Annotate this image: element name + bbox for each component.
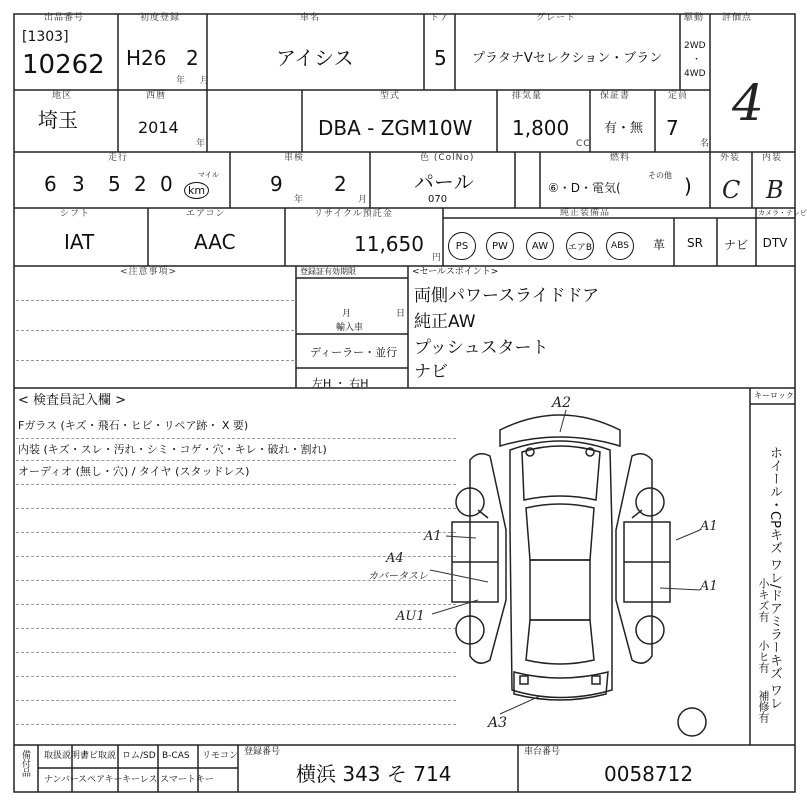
label-inspector: < 検査員記入欄 > bbox=[18, 393, 127, 408]
side-small-scratch: 小キズ有 bbox=[757, 578, 770, 622]
dealer: ディーラー・並行 bbox=[310, 346, 398, 359]
plate-number: 横浜 343 そ 714 bbox=[296, 762, 452, 786]
annot-a3: A3 bbox=[488, 715, 508, 731]
bottom-number: ナンバー bbox=[44, 775, 79, 785]
label-notes: <注意事項> bbox=[120, 267, 178, 277]
reg-month: 月 bbox=[342, 309, 352, 319]
inspector-line-glass: Fガラス (キズ・飛石・ヒビ・リペア跡・ X 要) bbox=[18, 419, 249, 432]
import-car: 輸入車 bbox=[336, 323, 364, 333]
lot-code: [1303] bbox=[22, 29, 69, 45]
annot-a1-left: A1 bbox=[424, 529, 442, 544]
doors: 5 bbox=[434, 46, 447, 70]
annot-au1: AU1 bbox=[396, 609, 425, 624]
label-grade: グレード bbox=[536, 13, 577, 23]
bottom-manual: 取扱説明書 bbox=[44, 751, 90, 761]
label-drive: 駆動 bbox=[684, 13, 705, 23]
mileage-digit-2: 3 bbox=[72, 172, 85, 196]
bottom-navi-manual: ナビ取説 bbox=[80, 751, 117, 761]
exterior-grade: C bbox=[722, 176, 741, 204]
inspection-month: 2 bbox=[334, 172, 347, 196]
label-mileage: 走行 bbox=[108, 153, 129, 163]
mileage-unit-alt: マイル bbox=[198, 171, 219, 179]
inspection-year: 9 bbox=[270, 172, 283, 196]
label-region: 地区 bbox=[52, 91, 73, 101]
label-warranty: 保証書 bbox=[600, 91, 631, 101]
label-equipment: 純正装備品 bbox=[560, 208, 611, 218]
bottom-rom-sd: ロム/SD bbox=[122, 751, 156, 761]
recycle-yen: 円 bbox=[432, 253, 443, 263]
inspection-month-unit: 月 bbox=[358, 195, 369, 205]
inspection-year-unit: 年 bbox=[294, 195, 305, 205]
sale-point-3: プッシュスタート bbox=[414, 338, 549, 358]
interior-grade: B bbox=[766, 176, 784, 204]
equip-ps: PS bbox=[448, 232, 476, 260]
equip-abs: ABS bbox=[606, 232, 634, 260]
bottom-remote: リモコン bbox=[202, 751, 239, 761]
label-equipment-side: 備付品 bbox=[20, 750, 30, 777]
label-frame: 車台番号 bbox=[524, 747, 561, 757]
bottom-bcas: B-CAS bbox=[162, 751, 190, 761]
label-score: 評価点 bbox=[722, 13, 753, 23]
label-year-ad: 西暦 bbox=[146, 91, 167, 101]
grade: プラタナVセレクション・ブラン bbox=[472, 51, 663, 66]
color-no: 070 bbox=[428, 194, 448, 205]
label-displacement: 排気量 bbox=[512, 91, 543, 101]
label-lot-no: 出品番号 bbox=[44, 13, 85, 23]
equip-sr: SR bbox=[687, 236, 703, 250]
mileage-unit: km bbox=[184, 182, 209, 199]
bottom-keyless: キーレス bbox=[122, 775, 158, 785]
side-repair: 補修有 bbox=[757, 690, 770, 723]
annot-a4: A4 bbox=[386, 551, 404, 566]
capacity: 7 bbox=[666, 116, 679, 140]
mileage-digit-4: 2 bbox=[134, 172, 147, 196]
bottom-spare-key: スペアキー bbox=[78, 775, 123, 785]
label-camera: カメラ・テレビ bbox=[758, 209, 807, 217]
equip-dtv: DTV bbox=[762, 236, 788, 250]
sale-point-1: 両側パワースライドドア bbox=[414, 286, 600, 306]
drive-2wd: 2WD bbox=[684, 41, 706, 51]
model: DBA - ZGM10W bbox=[318, 116, 473, 140]
fuel-other: その他 bbox=[648, 171, 672, 180]
equip-pw: PW bbox=[486, 232, 514, 260]
lot-number: 10262 bbox=[22, 50, 105, 80]
displacement-unit: CC bbox=[576, 139, 591, 149]
car-name: アイシス bbox=[276, 46, 354, 70]
label-interior: 内装 bbox=[762, 153, 783, 163]
equip-aw: AW bbox=[526, 232, 554, 260]
equip-navi: ナビ bbox=[723, 238, 748, 252]
side-damage-text: ホイール・CPキズ ワレ/ドアミラーキズ ワレ bbox=[767, 446, 782, 710]
color: パール bbox=[414, 170, 474, 194]
annot-a1-right-bottom: A1 bbox=[700, 579, 718, 594]
equip-airbag: エアB bbox=[566, 232, 594, 260]
capacity-unit: 名 bbox=[700, 139, 711, 149]
mileage-digit-3: 5 bbox=[108, 172, 121, 196]
frame-number: 0058712 bbox=[604, 762, 694, 786]
first-reg-era: H26 bbox=[126, 46, 167, 70]
label-first-reg: 初度登録 bbox=[140, 13, 181, 23]
handle: 左H ・ 右H bbox=[312, 377, 369, 390]
fuel: ⑥・D・電気( bbox=[548, 181, 621, 195]
drive-4wd: 4WD bbox=[684, 69, 706, 79]
reg-day: 日 bbox=[396, 309, 406, 319]
fuel-paren-close: ) bbox=[684, 174, 692, 198]
year-ad-unit: 年 bbox=[196, 139, 207, 149]
first-reg-year-unit: 年 bbox=[176, 76, 187, 86]
bottom-smart-key: スマートキー bbox=[160, 775, 214, 785]
annot-a2: A2 bbox=[552, 395, 572, 411]
recycle: 11,650 bbox=[354, 232, 424, 256]
mileage-digit-5: 0 bbox=[160, 172, 173, 196]
equip-leather: 革 bbox=[652, 238, 665, 252]
label-inspection: 車検 bbox=[284, 153, 305, 163]
drive-dot: ・ bbox=[692, 55, 702, 65]
label-color: 色 (ColNo) bbox=[420, 153, 475, 163]
label-shift: シフト bbox=[60, 209, 91, 219]
year-ad: 2014 bbox=[138, 118, 179, 137]
shift: IAT bbox=[64, 230, 95, 254]
displacement: 1,800 bbox=[512, 116, 570, 140]
label-plate: 登録番号 bbox=[244, 747, 281, 757]
inspector-line-interior: 内装 (キズ・スレ・汚れ・シミ・コゲ・穴・キレ・破れ・割れ) bbox=[18, 443, 327, 456]
label-sale-points: <セールスポイント> bbox=[412, 267, 499, 277]
label-doors: ドア bbox=[430, 13, 450, 23]
sale-point-2: 純正AW bbox=[414, 312, 476, 332]
label-exterior: 外装 bbox=[720, 153, 741, 163]
label-model-type: 型式 bbox=[380, 91, 401, 101]
warranty: 有・無 bbox=[604, 121, 644, 136]
label-key-lock: キーロック bbox=[754, 391, 794, 400]
annot-cover-scratch: カバータスレ bbox=[368, 571, 428, 582]
label-capacity: 定員 bbox=[668, 91, 689, 101]
label-aircon: エアコン bbox=[186, 209, 226, 219]
first-reg-month-unit: 月 bbox=[200, 76, 211, 86]
region: 埼玉 bbox=[38, 108, 78, 132]
inspector-line-audio: オーディオ (無し・穴) / タイヤ (スタッドレス) bbox=[18, 465, 250, 478]
sale-point-4: ナビ bbox=[414, 362, 448, 382]
side-small-dent: 小ヒ有 bbox=[757, 640, 770, 673]
aircon: AAC bbox=[194, 230, 236, 254]
label-fuel: 燃料 bbox=[610, 153, 631, 163]
first-reg-month: 2 bbox=[186, 46, 199, 70]
annot-a1-right-top: A1 bbox=[700, 519, 718, 534]
mileage-digit-1: 6 bbox=[44, 172, 57, 196]
label-reg-expiry: 登録証有効期限 bbox=[300, 267, 356, 276]
label-car-name: 車名 bbox=[300, 13, 321, 23]
score: 4 bbox=[732, 74, 764, 132]
label-recycle: リサイクル預託金 bbox=[314, 209, 393, 219]
